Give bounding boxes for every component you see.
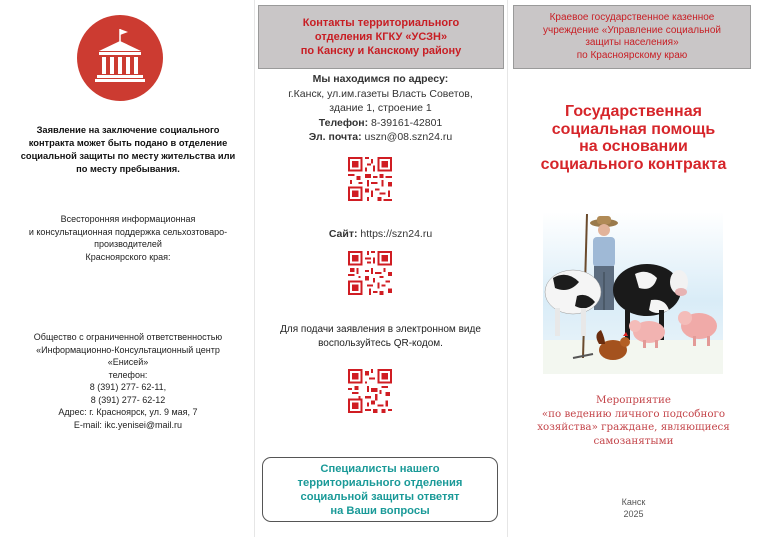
support-line: производителей — [94, 239, 162, 249]
title-line: на основании — [579, 138, 688, 155]
intro-line: контракта может быть подано в отделение — [28, 138, 228, 148]
site-link[interactable]: https://szn24.ru — [360, 228, 433, 240]
specialists-line: Специалисты нашего — [320, 462, 440, 475]
support-info — [8, 213, 248, 263]
specialists-callout — [262, 457, 498, 522]
electronic-line: воспользуйтесь QR-кодом. — [318, 338, 443, 349]
place-and-year — [507, 496, 760, 520]
agency-header — [513, 5, 751, 69]
qr-code-website[interactable] — [348, 250, 392, 296]
event-line: Мероприятие — [596, 394, 671, 406]
contacts-header — [258, 5, 504, 69]
consulting-center-contacts — [8, 331, 248, 431]
support-line: Всесторонняя информационная — [60, 214, 196, 224]
electronic-line: Для подачи заявления в электронном виде — [280, 324, 481, 335]
specialists-line: социальной защиты ответят — [300, 490, 460, 503]
year-label: 2025 — [623, 509, 644, 519]
contacts-title-line: отделения КГКУ «УСЗН» — [314, 31, 448, 43]
support-line: и консультационная поддержка сельхозтоваро- — [28, 226, 228, 237]
government-building-icon — [77, 15, 163, 101]
event-line: хозяйства» граждане, являющиеся — [537, 421, 730, 433]
phone-label: Телефон: — [318, 116, 369, 129]
org-address: Адрес: г. Красноярск, ул. 9 мая, 7 — [58, 407, 198, 417]
left-panel — [0, 0, 254, 537]
phone-value: 8-39161-42801 — [371, 116, 443, 129]
city-label: Канск — [621, 497, 646, 507]
agency-line: Краевое государственное казенное — [549, 12, 715, 23]
org-line: «Енисей» — [107, 357, 149, 367]
right-panel — [507, 0, 760, 537]
org-phone: 8 (391) 277- 62-12 — [90, 394, 166, 405]
address-label: Мы находимся по адресу: — [312, 73, 449, 85]
event-description — [507, 394, 760, 448]
org-email: E-mail: ikc.yenisei@mail.ru — [73, 419, 183, 430]
email-value[interactable]: uszn@08.szn24.ru — [364, 131, 453, 143]
org-line: Общество с ограниченной ответственностью — [33, 332, 223, 342]
electronic-application-note — [254, 323, 507, 351]
support-line: Красноярского края: — [85, 251, 171, 262]
intro-line: по месту пребывания. — [76, 164, 180, 174]
qr-code-contacts[interactable] — [348, 156, 392, 202]
qr-code-application[interactable] — [348, 368, 392, 414]
intro-line: Заявление на заключение социального — [36, 125, 220, 135]
contacts-title-line: по Канску и Канскому району — [300, 45, 462, 57]
specialists-line: территориального отделения — [297, 476, 463, 489]
specialists-line: на Ваши вопросы — [330, 504, 430, 517]
title-line: Государственная — [565, 103, 702, 120]
website-line — [254, 228, 507, 240]
event-line: самозанятыми — [593, 434, 674, 447]
address-line: здание 1, строение 1 — [329, 102, 432, 114]
org-line: телефон: — [108, 369, 148, 380]
title-line: социального контракта — [540, 155, 727, 173]
brochure-title — [507, 103, 760, 173]
farmer-with-livestock-image — [543, 212, 723, 374]
email-label: Эл. почта: — [308, 131, 362, 143]
org-line: «Информационно-Консультационный центр — [36, 344, 220, 355]
event-line: «по ведению личного подсобного — [541, 407, 726, 420]
intro-line: социальной защиты по месту жительства или — [20, 151, 236, 161]
site-label: Сайт: — [328, 228, 358, 240]
org-phone: 8 (391) 277- 62-11, — [89, 382, 167, 392]
address-line: г.Канск, ул.им.газеты Власть Советов, — [288, 87, 473, 100]
application-info — [8, 124, 248, 176]
contacts-title-line: Контакты территориального — [302, 17, 460, 29]
middle-panel — [254, 0, 507, 537]
address-block — [254, 72, 507, 145]
title-line: социальная помощь — [551, 120, 716, 138]
agency-line: защиты населения» — [585, 37, 679, 48]
agency-line: учреждение «Управление социальной — [543, 24, 721, 36]
agency-line: по Красноярскому краю — [576, 49, 688, 61]
